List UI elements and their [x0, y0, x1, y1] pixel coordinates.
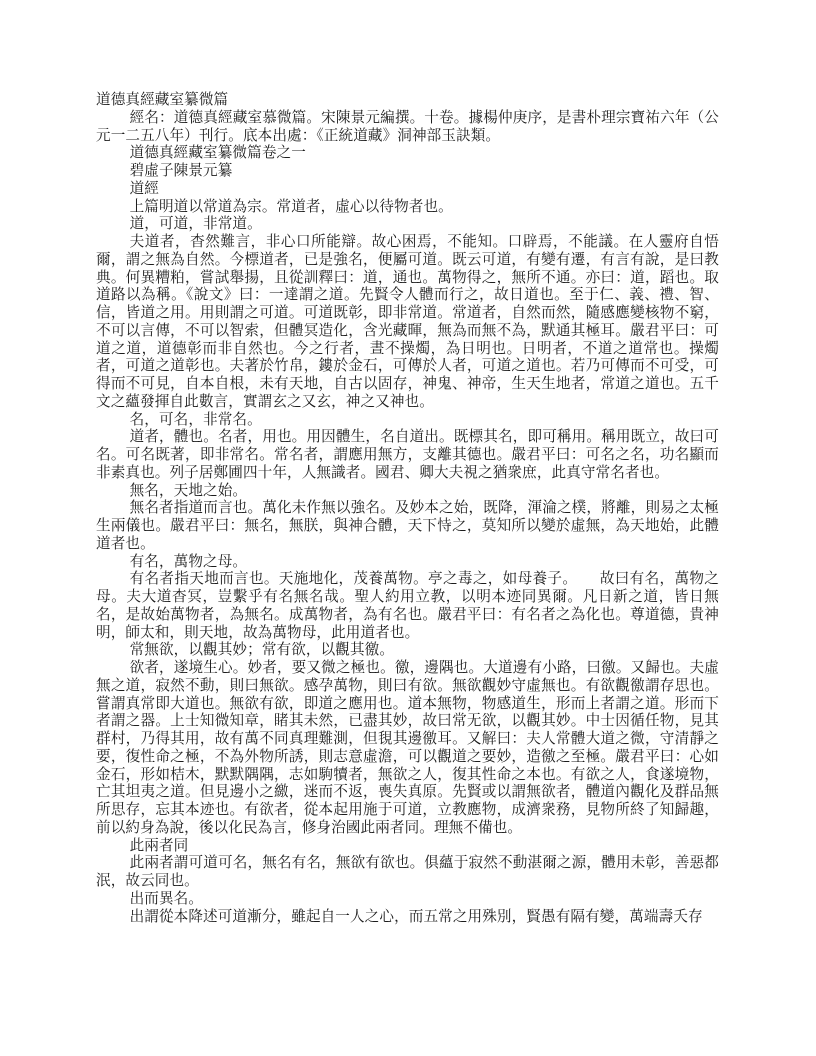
edition-note: 經名：道德真經藏室慕微篇。宋陳景元編撰。十卷。據楊仲庚序，是書朴理宗寶祐六年（公元一二五八年）刊行。底本出處：《正統道藏》洞神部玉訣類。 — [96, 108, 719, 144]
document-page — [96, 91, 719, 925]
scripture-line: 常無欲，以觀其妙；常有欲，以觀其徼。 — [129, 641, 395, 659]
scripture-line: 出而異名。 — [129, 889, 204, 907]
commentary-paragraph: 出謂從本降述可道漸分，雖起自一人之心，而五常之用殊別，賢愚有隔有變，萬端壽夭存 — [129, 907, 703, 925]
commentary-paragraph: 上篇明道以常道為宗。常道者，虛心以待物者也。 — [129, 197, 453, 215]
scripture-line: 無名，天地之始。 — [129, 481, 248, 499]
author-line: 碧虛子陳景元纂 — [129, 162, 233, 179]
scripture-line: 有名，萬物之母。 — [129, 552, 248, 570]
scripture-line: 道，可道，非常道。 — [129, 215, 262, 233]
commentary-paragraph: 此兩者謂可道可名，無名有名，無欲有欲也。俱蘊于寂然不動湛爾之源，體用未彰，善惡都泯，故云同也。 — [96, 854, 719, 889]
commentary-paragraph: 無名者指道而言也。萬化未作無以強名。及妙本之始，既降，渾淪之樸，將離，則易之太極生兩儀也。嚴君平曰：無名，無朕，與神合體，天下恃之，莫知所以變於虛無，為天地始，此體道者也。 — [96, 499, 719, 552]
commentary-paragraph: 欲者，遂境生心。妙者，要又微之極也。徼，邊隅也。大道邊有小路，曰徼。又歸也。夫虛無之道，寂然不動，則曰無欲。感孕萬物，則曰有欲。無欲觀妙守虛無也。有欲觀徼謂存思也。嘗謂真常即大道也。無欲有欲，即道之應用也。道本無物，物感道生，形而上者謂之道。形而下者謂之器。上士知微知章，睹其未然，已盡其妙，故曰常无欲，以觀其妙。中士因循任物，見其群村，乃得其用，故有萬不同真理難測，但覒其邊徼耳。又解曰：夫人常體大道之微，守清靜之要，復性命之極，不為外物所誘，則志意虛澹，可以觀道之要妙，造徼之至極。嚴君平曰：心如金石，形如桔木，默默隅隅，志如駒犢者，無欲之人，復其性命之本也。有欲之人，食遂境物，亡其坦夷之道。但見邊小之繳，迷而不返，喪失真原。先賢或以謂無欲者，體道內觀化及群品無所思存，忘其本迹也。有欲者，從本起用施于可道，立教應物，成濟衆務，見物所終了知歸趣，前以約身為說，後以化民為言，修身治國此兩者同。理無不備也。 — [96, 659, 719, 836]
commentary-paragraph: 道者，體也。名者，用也。用因體生，名自道出。既標其名，即可稱用。稱用既立，故曰可名。可名既著，即非常名。常名者，謂應用無方，支離其德也。嚴君平曰：可名之名，功名顯而非素真也。列子居鄭圃四十年，人無識者。國君、卿大夫視之猶衆庶，此真守常名者也。 — [96, 428, 719, 481]
document-title: 道德真經藏室纂微篇 — [96, 91, 229, 108]
section-heading: 道經 — [129, 179, 159, 197]
scripture-line: 此兩者同 — [129, 836, 189, 854]
scripture-line: 名，可名，非常名。 — [129, 410, 262, 428]
volume-heading: 道德真經藏室纂微篇卷之一 — [129, 144, 306, 162]
commentary-paragraph: 有名者指天地而言也。天施地化，茂養萬物。亭之毒之，如母養子。 故曰有名，萬物之母。夫大道杳冥，豈繫乎有名無名哉。聖人約用立教，以明本迹同異爾。凡日新之道，皆日無名，是故始萬物者，為無名。成萬物者，為有名也。嚴君平曰：有名者之為化也。尊道德，貴神明，師太和，則天地，故為萬物母，此用道者也。 — [96, 570, 719, 641]
commentary-paragraph: 夫道者，杳然難言，非心口所能辯。故心困焉，不能知。口辟焉，不能議。在人靈府自悟爾，謂之無為自然。今標道者，已是強名，便屬可道。既云可道，有變有遷，有言有說，是曰教典。何異糟粕，嘗試舉揚，且從訓釋曰：道，通也。萬物得之，無所不通。亦曰：道，蹈也。取道路以為稱。《說文》曰：一達謂之道。先賢令人體而行之，故日道也。至于仁、義、禮、智、信，皆道之用。用則謂之可道。可道既彰，即非常道。常道者，自然而然，隨感應變核物不窮，不可以言傳，不可以智索，但體冥造化，含光藏暉，無為而無不為，默通其極耳。嚴君平曰：可道之道，道德彰而非自然也。今之行者，晝不操燭，為日明也。日明者，不道之道常也。操燭者，可道之道彰也。夫著於竹帛，鏤於金石，可傳於人者，可道之道也。若乃可傳而不可受，可得而不可見，自本自根，未有天地，自古以固存，神鬼、神帝，生天生地者，常道之道也。五千文之蘊發揮自此數言，實謂玄之又玄，神之又神也。 — [96, 233, 719, 410]
